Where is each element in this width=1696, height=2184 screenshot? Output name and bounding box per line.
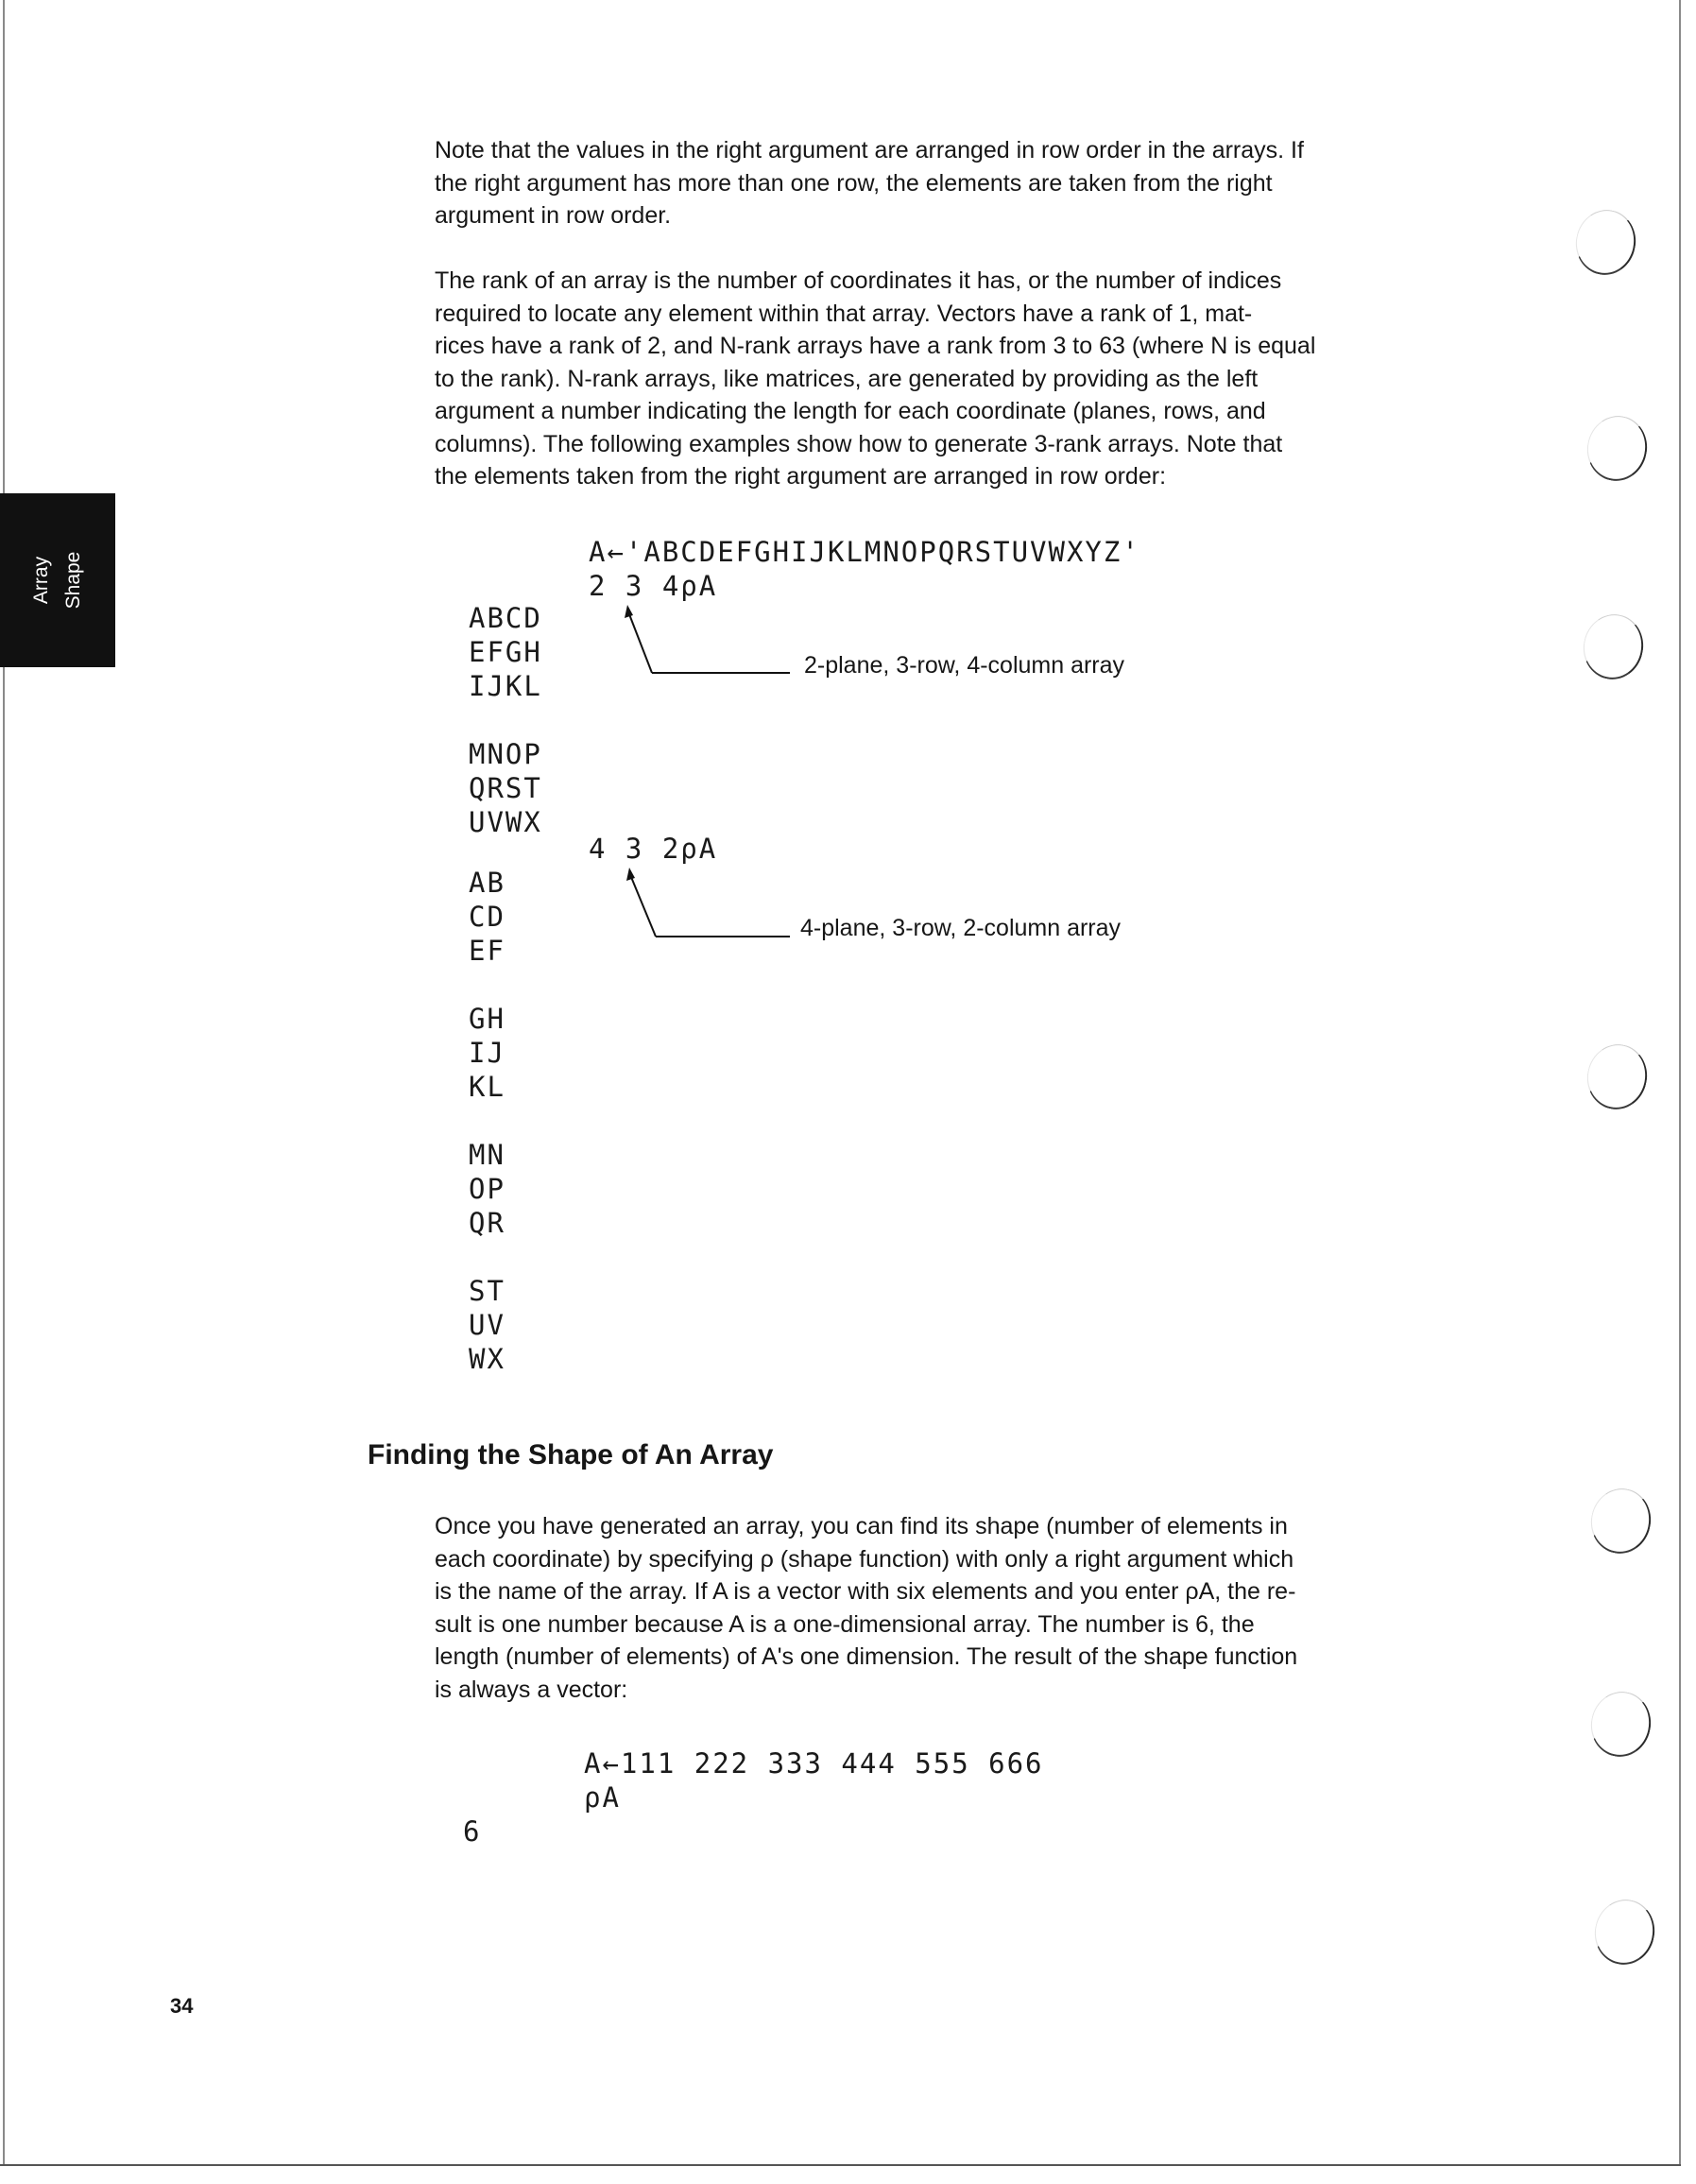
paragraph-shape: Once you have generated an array, you can find its shape (number of elements in each coordinate) by specifying ρ (shape function) with only a right argument which is the name of the array. If A is a vector with six elements and you enter ρA, the re- sult is one number because A is a one-dimensional array. The number is 6, the length (number of elements) of A's one dimension. The result of the shape function is always a vector:	[435, 1513, 1298, 1703]
binder-hole	[1589, 1894, 1661, 1970]
binder-hole	[1585, 1483, 1657, 1559]
paragraph-row-order: Note that the values in the right argument are arranged in row order in the arrays. If the right argument has more than one row, the elements are taken from the right argument in row order.	[435, 137, 1304, 229]
bottom-rule	[0, 2164, 1681, 2166]
example3-input: A←111 222 333 444 555 666 ρA	[584, 1747, 1044, 1814]
callout-label-1: 2-plane, 3-row, 4-column array	[804, 652, 1125, 679]
binder-hole	[1582, 1039, 1653, 1115]
example2-output: AB CD EF GH IJ KL MN OP QR ST UV WX	[469, 867, 505, 1375]
page-number: 34	[170, 1994, 194, 2018]
side-tab-label: Array Shape	[30, 551, 84, 610]
right-margin-rule	[1679, 0, 1681, 2164]
binder-hole	[1585, 1686, 1657, 1763]
example3-output: 6	[463, 1815, 482, 1848]
binder-hole	[1570, 204, 1642, 281]
side-tab	[0, 493, 115, 667]
binder-hole	[1578, 609, 1650, 685]
binder-hole	[1582, 410, 1653, 487]
callout-arrow-1	[624, 595, 794, 680]
section-heading: Finding the Shape of An Array	[368, 1439, 774, 1470]
example2-input: 4 3 2ρA	[589, 833, 718, 865]
example1-input: A←'ABCDEFGHIJKLMNOPQRSTUVWXYZ' 2 3 4ρA	[589, 536, 1140, 602]
callout-label-2: 4-plane, 3-row, 2-column array	[800, 915, 1122, 941]
paragraph-rank: The rank of an array is the number of coordinates it has, or the number of indices required to locate any element within that array. Vectors have a rank of 1, mat- rices have a rank of 2, and N-rank arrays have a rank from 3 to 63 (where N is equal to the rank). N-rank arrays, like matrices, are generated by providing as the left argument a number indicating the length for each coordinate (planes, rows, and columns). The following examples show how to generate 3-rank arrays. Note that the elements taken from the right argument are arranged in row order:	[435, 267, 1316, 490]
callout-arrow-2	[624, 860, 794, 945]
left-margin-rule	[3, 0, 5, 2164]
example1-output: ABCD EFGH IJKL MNOP QRST UVWX	[469, 602, 542, 838]
